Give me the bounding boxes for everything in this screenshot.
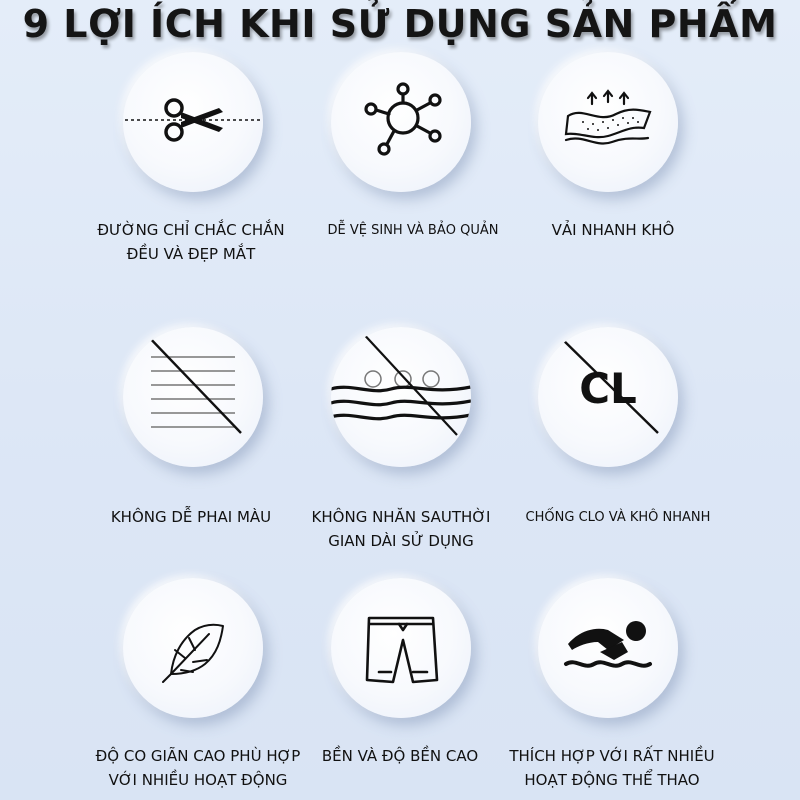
benefit-label-no-wrinkle: KHÔNG NHĂN SAUTHỜI GIAN DÀI SỬ DỤNG <box>311 508 491 550</box>
quick-dry-fabric-icon <box>538 52 678 192</box>
benefit-circle-quick-dry <box>538 52 678 192</box>
benefit-circle-sports <box>538 578 678 718</box>
benefit-label-durability: BỀN VÀ ĐỘ BỀN CAO <box>321 747 479 765</box>
no-fading-icon <box>123 327 263 467</box>
benefit-label-elasticity: ĐỘ CO GIÃN CAO PHÙ HỢP VỚI NHIỀU HOẠT ĐỘNG <box>95 747 301 789</box>
no-wrinkle-icon <box>331 327 471 467</box>
benefit-label-no-fading: KHÔNG DỄ PHAI MÀU <box>110 508 272 526</box>
cl-text: CL <box>579 364 637 413</box>
benefit-circle-no-fading <box>123 327 263 467</box>
swimmer-icon <box>538 578 678 718</box>
scissors-icon <box>123 52 263 192</box>
benefit-circle-chlorine <box>538 327 678 467</box>
benefit-label-stitching: ĐƯỜNG CHỈ CHẮC CHẮN ĐỀU VÀ ĐẸP MẮT <box>97 221 285 263</box>
page-title: 9 LỢI ÍCH KHI SỬ DỤNG SẢN PHẨM <box>22 2 778 46</box>
benefit-label-cleaning: DỄ VỆ SINH VÀ BẢO QUẢN <box>327 223 499 238</box>
benefit-label-chlorine: CHỐNG CLO VÀ KHÔ NHANH <box>525 510 711 525</box>
benefit-circle-cleaning <box>331 52 471 192</box>
benefit-circle-durability <box>331 578 471 718</box>
molecule-icon <box>331 52 471 192</box>
benefit-circle-no-wrinkle <box>331 327 471 467</box>
feather-icon <box>123 578 263 718</box>
benefit-label-quick-dry: VẢI NHANH KHÔ <box>551 221 675 239</box>
benefit-label-sports: THÍCH HỢP VỚI RẤT NHIỀU HOẠT ĐỘNG THỂ THAO <box>509 747 715 789</box>
benefit-circle-elasticity <box>123 578 263 718</box>
benefit-circle-stitching <box>123 52 263 192</box>
chlorine-resistant-icon <box>538 327 678 467</box>
swim-shorts-icon <box>331 578 471 718</box>
